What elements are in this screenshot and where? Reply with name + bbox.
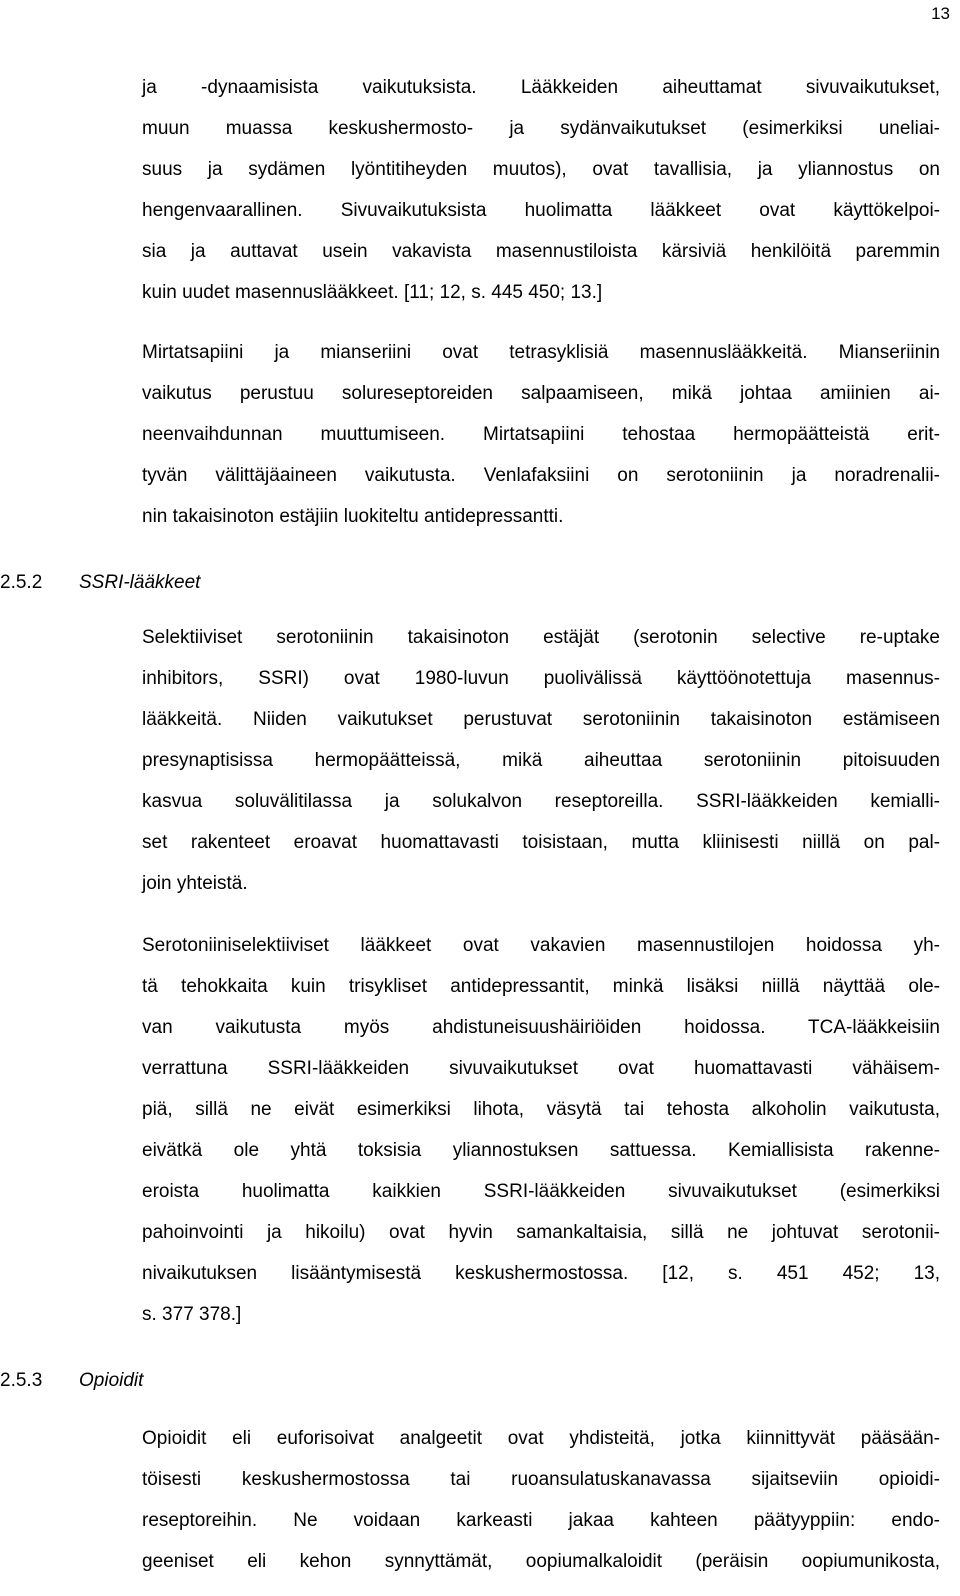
text-line: nivaikutuksen lisääntymisestä keskushermostossa. [12, s. 451 452; 13, (142, 1263, 940, 1284)
section-number: 2.5.2 (0, 572, 43, 593)
section-heading-opioids (0, 1369, 143, 1393)
text-line: tä tehokkaita kuin trisykliset antidepressantit, minkä lisäksi niillä näyttää ole- (142, 976, 940, 997)
text-line: kasvua soluvälitilassa ja solukalvon reseptoreilla. SSRI-lääkkeiden kemialli- (142, 791, 940, 812)
page-number: 13 (931, 4, 950, 23)
section-heading-ssri (0, 571, 200, 595)
text-line: van vaikutusta myös ahdistuneisuushäiriöiden hoidossa. TCA-lääkkeisiin (142, 1017, 940, 1038)
text-line: ja -dynaamisista vaikutuksista. Lääkkeiden aiheuttamat sivuvaikutukset, (142, 77, 940, 98)
text-line: hengenvaarallinen. Sivuvaikutuksista huolimatta lääkkeet ovat käyttökelpoi- (142, 200, 940, 221)
section-number: 2.5.3 (0, 1370, 43, 1391)
text-line: nin takaisinoton estäjiin luokiteltu antidepressantti. (142, 506, 564, 527)
section-title: SSRI-lääkkeet (79, 572, 201, 593)
text-line: piä, sillä ne eivät esimerkiksi lihota, väsytä tai tehosta alkoholin vaikutusta, (142, 1099, 940, 1120)
text-line: eivätkä ole yhtä toksisia yliannostuksen sattuessa. Kemiallisista rakenne- (142, 1140, 940, 1161)
text-line: pahoinvointi ja hikoilu) ovat hyvin samankaltaisia, sillä ne johtuvat serotonii- (142, 1222, 940, 1243)
text-line: Selektiiviset serotoniinin takaisinoton estäjät (serotonin selective re-uptake (142, 627, 940, 648)
text-line: set rakenteet eroavat huomattavasti toisistaan, mutta kliinisesti niillä on pal- (142, 832, 940, 853)
text-line: join yhteistä. (142, 873, 248, 894)
text-line: Opioidit eli euforisoivat analgeetit ovat yhdisteitä, jotka kiinnittyvät pääsään- (142, 1428, 940, 1449)
text-line: vaikutus perustuu solureseptoreiden salpaamiseen, mikä johtaa amiinien ai- (142, 383, 940, 404)
text-line: reseptoreihin. Ne voidaan karkeasti jakaa kahteen päätyyppiin: endo- (142, 1510, 940, 1531)
section-title: Opioidit (79, 1370, 144, 1391)
text-line: Mirtatsapiini ja mianseriini ovat tetrasyklisiä masennuslääkkeitä. Mianseriinin (142, 342, 940, 363)
text-line: s. 377 378.] (142, 1304, 242, 1325)
text-line: tyvän välittäjäaineen vaikutusta. Venlafaksiini on serotoniinin ja noradrenalii- (142, 465, 940, 486)
text-line: kuin uudet masennuslääkkeet. [11; 12, s. 445 450; 13.] (142, 282, 603, 303)
text-line: geeniset eli kehon synnyttämät, oopiumalkaloidit (peräisin oopiumunikosta, (142, 1551, 940, 1572)
text-line: töisesti keskushermostossa tai ruoansulatuskanavassa sijaitseviin opioidi- (142, 1469, 940, 1490)
text-line: suus ja sydämen lyöntitiheyden muutos), ovat tavallisia, ja yliannostus on (142, 159, 940, 180)
text-line: inhibitors, SSRI) ovat 1980-luvun puolivälissä käyttöönotettuja masennus- (142, 668, 940, 689)
text-line: eroista huolimatta kaikkien SSRI-lääkkeiden sivuvaikutukset (esimerkiksi (142, 1181, 940, 1202)
text-line: presynaptisissa hermopäätteissä, mikä aiheuttaa serotoniinin pitoisuuden (142, 750, 940, 771)
text-line: sia ja auttavat usein vakavista masennustiloista kärsiviä henkilöitä paremmin (142, 241, 940, 262)
text-line: lääkkeitä. Niiden vaikutukset perustuvat serotoniinin takaisinoton estämiseen (142, 709, 940, 730)
text-line: verrattuna SSRI-lääkkeiden sivuvaikutukset ovat huomattavasti vähäisem- (142, 1058, 940, 1079)
text-line: muun muassa keskushermosto- ja sydänvaikutukset (esimerkiksi uneliai- (142, 118, 940, 139)
text-line: neenvaihdunnan muuttumiseen. Mirtatsapiini tehostaa hermopäätteistä erit- (142, 424, 940, 445)
text-line: Serotoniiniselektiiviset lääkkeet ovat vakavien masennustilojen hoidossa yh- (142, 935, 940, 956)
